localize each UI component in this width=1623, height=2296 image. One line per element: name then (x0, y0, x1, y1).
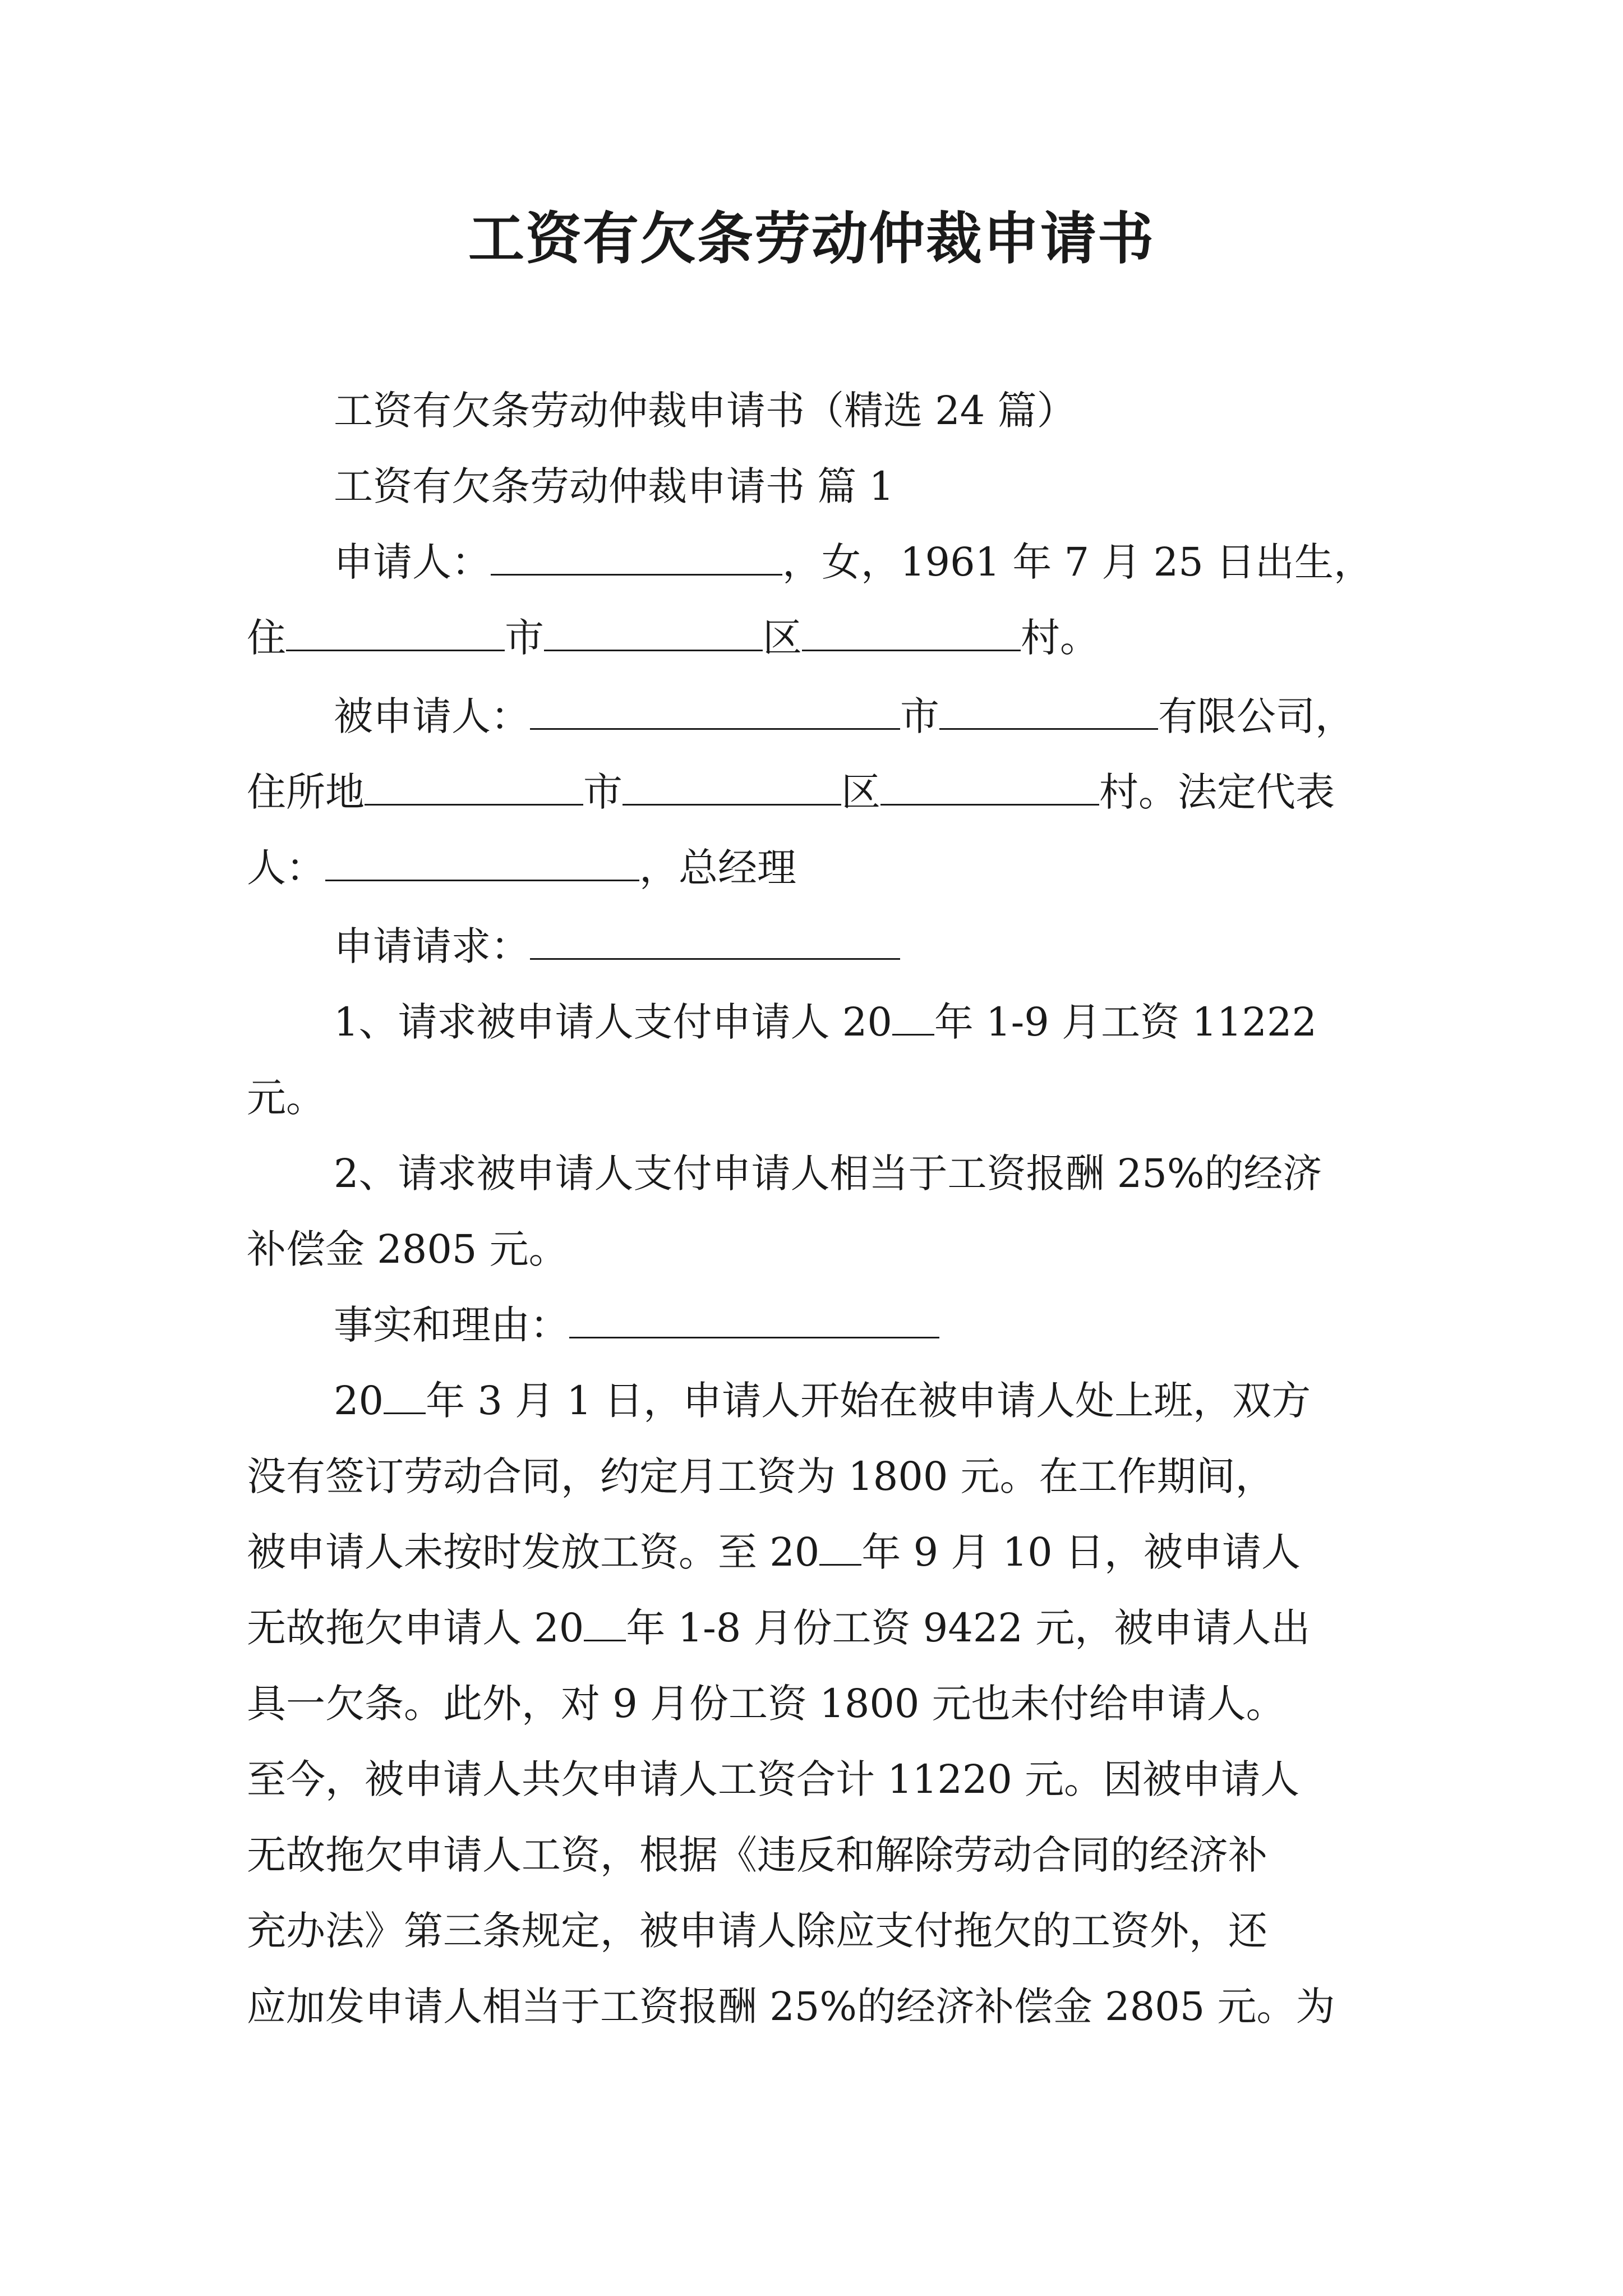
request-item-2-text-b: 补偿金 2805 元。 (247, 1226, 568, 1272)
applicant-city-label: 市 (505, 615, 544, 661)
facts-line-4-a: 无故拖欠申请人 20 (247, 1605, 584, 1651)
facts-line-1 (247, 1363, 1380, 1439)
facts-label: 事实和理由： (334, 1302, 569, 1348)
facts-line-3 (247, 1515, 1380, 1590)
respondent-city-blank (365, 771, 583, 806)
respondent-address-prefix: 住所地 (247, 769, 365, 815)
facts-line-8 (247, 1893, 1380, 1969)
request-heading (247, 909, 1380, 984)
respondent-rep-prefix: 人： (247, 845, 325, 891)
request-label: 申请请求： (334, 923, 530, 969)
section-heading (247, 449, 1380, 524)
request-item-1-year-blank (892, 1011, 934, 1036)
facts-line-3-b: 年 9 月 10 日，被申请人 (861, 1529, 1301, 1575)
facts-line-8-text: 充办法》第三条规定，被申请人除应支付拖欠的工资外，还 (247, 1908, 1267, 1954)
respondent-name-blank (530, 696, 900, 730)
facts-line-7-text: 无故拖欠申请人工资，根据《违反和解除劳动合同的经济补 (247, 1832, 1267, 1878)
facts-line-4-b: 年 1-8 月份工资 9422 元，被申请人出 (626, 1605, 1311, 1651)
request-blank (530, 926, 900, 960)
applicant-city-blank (286, 617, 505, 651)
respondent-paragraph (247, 679, 1380, 906)
request-item-2-line-2 (247, 1212, 1380, 1287)
respondent-line-1 (247, 679, 1380, 754)
applicant-name-blank (491, 541, 782, 576)
facts-line-4 (247, 1590, 1380, 1666)
applicant-district-label: 区 (763, 615, 802, 661)
respondent-company-label: 有限公司， (1158, 693, 1354, 739)
applicant-village-blank (802, 617, 1021, 651)
facts-blank (569, 1304, 939, 1338)
respondent-district-label: 区 (841, 769, 880, 815)
respondent-rep-title: ，总经理 (639, 845, 796, 891)
respondent-village-blank (880, 771, 1099, 806)
request-item-1-text-a: 1、请求被申请人支付申请人 20 (334, 999, 892, 1045)
applicant-line-2 (247, 600, 1380, 676)
applicant-district-blank (544, 617, 763, 651)
facts-line-1-a: 20 (334, 1378, 384, 1424)
facts-line-5-text: 具一欠条。此外，对 9 月份工资 1800 元也未付给申请人。 (247, 1681, 1285, 1727)
applicant-label: 申请人： (334, 539, 491, 585)
facts-line-6-text: 至今，被申请人共欠申请人工资合计 11220 元。因被申请人 (247, 1756, 1300, 1802)
facts-year-blank-2 (819, 1542, 861, 1566)
facts-line-9-text: 应加发申请人相当于工资报酬 25%的经济补偿金 2805 元。为 (247, 1984, 1335, 2030)
request-item-2 (247, 1136, 1380, 1287)
respondent-city-label-2: 市 (583, 769, 623, 815)
request-item-2-text-a: 2、请求被申请人支付申请人相当于工资报酬 25%的经济 (334, 1151, 1322, 1197)
applicant-details: ，女，1961 年 7 月 25 日出生， (782, 539, 1373, 585)
facts-line-2 (247, 1439, 1380, 1515)
facts-line-3-a: 被申请人未按时发放工资。至 20 (247, 1529, 820, 1575)
facts-line-1-b: 年 3 月 1 日，申请人开始在被申请人处上班，双方 (426, 1378, 1311, 1424)
facts-line-9 (247, 1969, 1380, 2045)
respondent-village-label: 村。法定代表 (1099, 769, 1335, 815)
facts-line-2-text: 没有签订劳动合同，约定月工资为 1800 元。在工作期间， (247, 1453, 1275, 1499)
respondent-line-2 (247, 754, 1380, 830)
facts-line-5 (247, 1666, 1380, 1742)
respondent-company-blank (939, 696, 1158, 730)
document-subtitle (247, 373, 1380, 449)
applicant-address-prefix: 住 (247, 615, 286, 661)
facts-line-7 (247, 1818, 1380, 1893)
applicant-paragraph (247, 524, 1380, 676)
respondent-rep-blank (325, 847, 639, 881)
respondent-district-blank (623, 771, 841, 806)
request-item-2-line-1 (247, 1136, 1380, 1212)
respondent-line-3 (247, 830, 1380, 906)
facts-year-blank-1 (384, 1390, 426, 1414)
facts-year-blank-3 (584, 1617, 626, 1641)
subtitle-text: 工资有欠条劳动仲裁申请书（精选 24 篇） (334, 388, 1076, 434)
request-item-1-text-b: 年 1-9 月工资 11222 (934, 999, 1317, 1045)
document-title: 工资有欠条劳动仲裁申请书 (468, 205, 1155, 272)
request-item-1-line-2 (247, 1060, 1380, 1136)
respondent-city-label: 市 (900, 693, 939, 739)
respondent-label: 被申请人： (334, 693, 530, 739)
applicant-village-label: 村。 (1021, 615, 1099, 661)
facts-body (247, 1363, 1380, 2045)
section-heading-text: 工资有欠条劳动仲裁申请书 篇 1 (334, 463, 895, 509)
request-item-1 (247, 984, 1380, 1136)
request-item-1-text-c: 元。 (247, 1075, 325, 1121)
facts-heading (247, 1287, 1380, 1363)
applicant-line-1 (247, 524, 1380, 600)
facts-line-6 (247, 1742, 1380, 1818)
request-item-1-line-1 (247, 984, 1380, 1060)
